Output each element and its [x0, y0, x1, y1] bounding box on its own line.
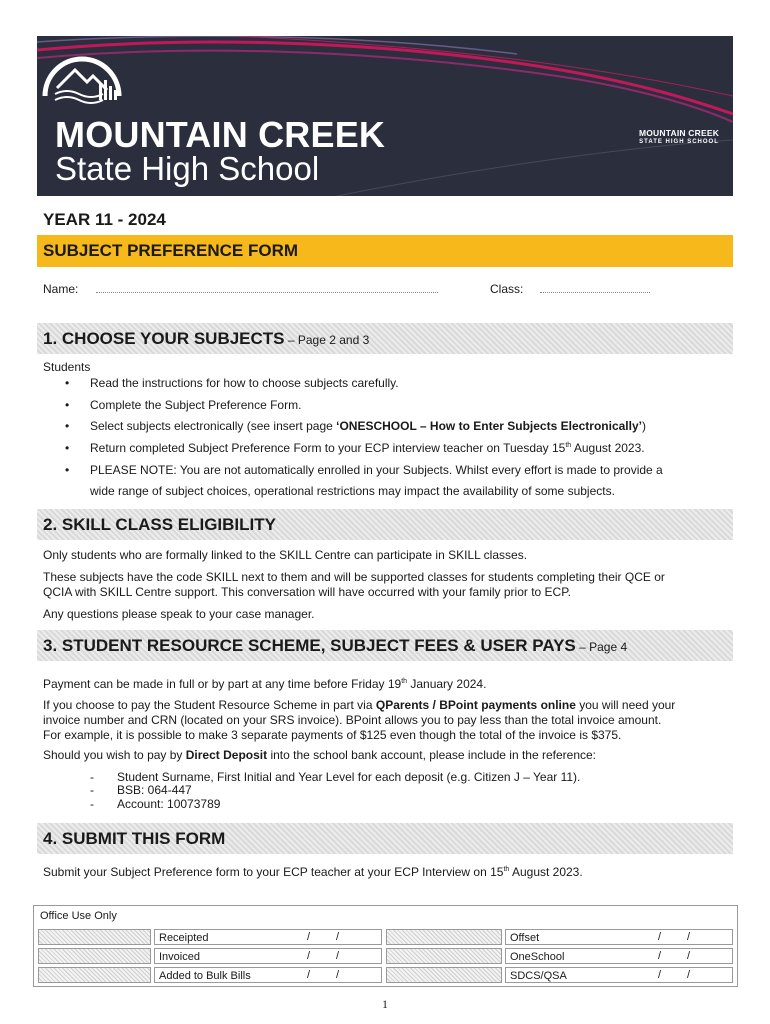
list-item: Return completed Subject Preference Form to your ECP interview teacher on Tuesday 15th August 2023.	[90, 441, 645, 455]
section-3-subtitle: – Page 4	[575, 640, 628, 654]
banner-title-school-name: MOUNTAIN CREEK	[55, 114, 386, 155]
logo-text-type: STATE HIGH SCHOOL	[639, 139, 719, 145]
section-3-title: 3. STUDENT RESOURCE SCHEME, SUBJECT FEES & USER PAYS	[43, 636, 576, 655]
office-hatched-cell	[386, 948, 502, 964]
class-field[interactable]	[540, 292, 650, 293]
bullet-icon: •	[65, 463, 70, 477]
office-field-oneschool[interactable]: OneSchool	[505, 948, 733, 964]
list-item: Select subjects electronically (see insert page ‘ONESCHOOL – How to Enter Subjects Electronically’)	[90, 419, 646, 433]
office-hatched-cell	[38, 948, 151, 964]
name-field[interactable]	[96, 292, 438, 293]
office-field-sdcs-qsa[interactable]: SDCS/QSA	[505, 967, 733, 983]
section-2-paragraph: Any questions please speak to your case manager.	[43, 607, 315, 621]
section-3-paragraph: Payment can be made in full or by part at any time before Friday 19th January 2024.	[43, 677, 487, 691]
section-3-paragraph: If you choose to pay the Student Resource Scheme in part via QParents / BPoint payments online you will need your invoice number and CRN (located on your SRS invoice). BPoint allows you to pay less than the total invoice amount. For example, it is possible to make 3 separate payments of $125 even though the total of the invoice is $375.	[43, 698, 676, 742]
section-1-subtitle: – Page 2 and 3	[284, 333, 370, 347]
dash-marker: -	[90, 770, 94, 784]
list-item: Read the instructions for how to choose subjects carefully.	[90, 376, 399, 390]
office-hatched-cell	[386, 967, 502, 983]
office-hatched-cell	[38, 967, 151, 983]
form-year: YEAR 11 - 2024	[43, 210, 166, 229]
qparents-bpoint-reference: QParents / BPoint payments online	[375, 698, 576, 712]
banner-title-school-type: State High School	[55, 150, 320, 187]
direct-deposit-reference: Direct Deposit	[185, 748, 268, 762]
school-banner	[37, 36, 733, 196]
section-3-paragraph: Should you wish to pay by Direct Deposit into the school bank account, please include in the reference:	[43, 748, 597, 762]
office-field-invoiced[interactable]: Invoiced	[154, 948, 382, 964]
class-label: Class:	[490, 282, 524, 296]
office-hatched-cell	[386, 929, 502, 945]
name-label: Name:	[43, 282, 79, 296]
office-use-box	[33, 905, 738, 987]
office-field-offset[interactable]: Offset	[505, 929, 733, 945]
list-item: Complete the Subject Preference Form.	[90, 398, 302, 412]
list-item: Account: 10073789	[117, 797, 221, 811]
section-4-header	[37, 823, 733, 854]
logo-text-name: MOUNTAIN CREEK	[638, 128, 720, 138]
bullet-icon: •	[65, 376, 70, 390]
list-item: Student Surname, First Initial and Year Level for each deposit (e.g. Citizen J – Year 11).	[117, 770, 581, 784]
section-3-header	[37, 630, 733, 661]
dash-marker: -	[90, 783, 94, 797]
date-placeholder: //	[658, 969, 717, 981]
bullet-icon: •	[65, 419, 70, 433]
dash-marker: -	[90, 797, 94, 811]
date-placeholder: //	[307, 950, 366, 962]
office-field-receipted[interactable]: Receipted	[154, 929, 382, 945]
date-placeholder: //	[658, 931, 717, 943]
date-placeholder: //	[307, 931, 366, 943]
date-placeholder: //	[658, 950, 717, 962]
section-1-title: 1. CHOOSE YOUR SUBJECTS	[43, 329, 285, 348]
section-2-title: 2. SKILL CLASS ELIGIBILITY	[43, 515, 276, 534]
section-4-title: 4. SUBMIT THIS FORM	[43, 829, 226, 848]
office-hatched-cell	[38, 929, 151, 945]
form-title-bar	[37, 235, 733, 267]
section-2-paragraph: These subjects have the code SKILL next to them and will be supported classes for students completing their QCE or QCIA with SKILL Centre support. This conversation will have occurred with your family prior to ECP.	[43, 570, 665, 599]
school-logo-icon	[37, 36, 127, 136]
page-number: 1	[382, 997, 388, 1011]
section-1-intro: Students	[43, 360, 91, 374]
oneschool-insert-reference: ‘ONESCHOOL – How to Enter Subjects Electronically’	[336, 419, 642, 433]
office-field-bulk-bills[interactable]: Added to Bulk Bills	[154, 967, 382, 983]
section-4-paragraph: Submit your Subject Preference form to your ECP teacher at your ECP Interview on 15th August 2023.	[43, 865, 583, 879]
bullet-icon: •	[65, 398, 70, 412]
bullet-icon: •	[65, 441, 70, 455]
section-2-paragraph: Only students who are formally linked to the SKILL Centre can participate in SKILL classes.	[43, 548, 528, 562]
section-2-header	[37, 509, 733, 540]
form-title: SUBJECT PREFERENCE FORM	[43, 241, 299, 260]
section-1-header	[37, 323, 733, 354]
office-use-title: Office Use Only	[40, 910, 117, 922]
list-item: BSB: 064-447	[117, 783, 192, 797]
list-item: PLEASE NOTE: You are not automatically enrolled in your Subjects. Whilst every effort is made to provide a wide range of subject choices, operational restrictions may impact the availability of some subjects.	[90, 463, 663, 498]
date-placeholder: //	[307, 969, 366, 981]
